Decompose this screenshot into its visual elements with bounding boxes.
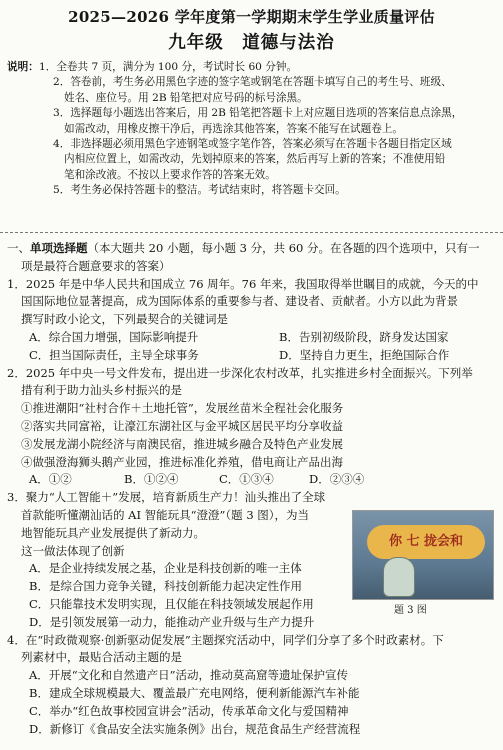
instruction-line: 笔和涂改液。不按以上要求作答的答案无效。 <box>64 168 276 181</box>
instruction-line: 内相应位置上，如需改动，先划掉原来的答案，然后再写上新的答案；不准使用铅 <box>64 153 446 166</box>
figure-sign: 你 七 拢会和 <box>367 525 485 559</box>
exam-title: 2025—2026 学年度第一学期期末学生学业质量评估 <box>68 8 435 26</box>
option-d: D．新修订《食品安全法实施条例》出台，规范食品生产经营流程 <box>29 721 361 736</box>
option-c: C．①③④ <box>219 472 274 487</box>
section-heading-cont: 项是最符合题意要求的答案） <box>21 258 171 273</box>
option-group <box>7 329 499 365</box>
option-a: A．综合国力增强，国际影响提升 <box>29 329 199 344</box>
option-b: B．①②④ <box>124 472 179 487</box>
option-c: C．担当国际责任，主导全球事务 <box>29 347 199 362</box>
figure-caption: 题 3 图 <box>394 605 427 616</box>
section-heading: 一、单项选择题（本大题共 20 小题，每小题 3 分，共 60 分。在各题的四个选项中，只有一 <box>7 241 480 255</box>
statement: ④做强澄海狮头鹅产业园，推进标准化养殖，借电商让产品出海 <box>21 454 343 469</box>
option-d: D．是引领发展第一动力，能推动产业升级与生产力提升 <box>29 614 315 629</box>
instruction-line: 2．答卷前，考生务必用黑色字迹的签字笔或钢笔在答题卡填写自己的考生号、班级、 <box>53 76 452 89</box>
option-a: A．是企业持续发展之基，企业是科技创新的唯一主体 <box>29 561 302 576</box>
question-text: 地智能玩具产业发展提供了新动力。 <box>21 525 205 540</box>
option-a: A．①② <box>29 472 72 487</box>
ai-toy-image <box>383 557 415 597</box>
option-c: C．举办“红色故事校园宣讲会”活动，传承革命文化与爱国精神 <box>29 703 349 718</box>
question-text: 3．聚力“人工智能＋”发展，培育新质生产力！汕头推出了全球 <box>7 490 326 505</box>
instruction-line: 姓名、座位号。用 2B 铅笔把对应号码的标号涂黑。 <box>64 91 308 104</box>
option-b: B．告别初级阶段，跻身发达国家 <box>279 329 449 344</box>
question-text: 列素材中，最贴合活动主题的是 <box>21 650 182 665</box>
question-3-figure <box>352 510 494 600</box>
instructions-label: 说明： <box>7 61 39 73</box>
exam-subtitle: 九年级 道德与法治 <box>168 33 335 53</box>
instruction-line: 3．选择题每小题选出答案后，用 2B 铅笔把答题卡上对应题目选项的答案信息点涂黑， <box>53 107 463 120</box>
option-c: C．只能靠技术发明实现，且仅能在科技领域发展起作用 <box>29 596 314 611</box>
option-group <box>7 471 499 489</box>
instruction-line: 如需改动，用橡皮擦干净后，再选涂其他答案，答案不能写在试题卷上。 <box>64 122 403 135</box>
option-b: B．建成全球规模最大、覆盖最广充电网络，便利新能源汽车补能 <box>29 685 360 700</box>
question-text: 1．2025 年是中华人民共和国成立 76 周年。76 年来，我国取得举世瞩目的成就，今天的中 <box>7 276 479 291</box>
question-text: 2．2025 年中央一号文件发布，提出进一步深化农村改革，扎实推进乡村全面振兴。下列举 <box>7 365 473 380</box>
question-text: 4．在“时政微观察·创新驱动促发展”主题探究活动中，同学们分享了多个时政素材。下 <box>7 632 444 647</box>
question-text: 措有利于助力汕头乡村振兴的是 <box>21 383 182 398</box>
option-d: D．坚持自力更生，拒绝国际合作 <box>279 347 450 362</box>
option-b: B．是综合国力竞争关键，科技创新能力起决定性作用 <box>29 579 302 594</box>
question-text: 这一做法体现了创新 <box>21 543 125 558</box>
instruction-line: 4．非选择题必须用黑色字迹钢笔或签字笔作答，答案必须写在答题卡各题目指定区域 <box>53 138 452 151</box>
statement: ③发展龙湖小院经济与南澳民宿，推进城乡融合及特色产业发展 <box>21 436 343 451</box>
statement: ②落实共同富裕，让濠江东湖社区与金平城区居民平均分享收益 <box>21 418 343 433</box>
option-a: A．开展“文化和自然遗产日”活动，推动莫高窟等遗址保护宣传 <box>29 668 349 683</box>
statement: ①推进潮阳“社村合作＋土地托管”，发展丝苗米全程社会化服务 <box>21 401 344 416</box>
instruction-line: 1．全卷共 7 页，满分为 100 分，考试时长 60 分钟。 <box>39 61 298 73</box>
question-area <box>7 240 499 738</box>
option-d: D．②③④ <box>309 472 365 487</box>
section-divider <box>0 232 503 233</box>
question-text: 撰写时政小论文，下列最契合的关键词是 <box>21 312 228 327</box>
question-text: 国国际地位显著提高，成为国际体系的重要参与者、建设者、贡献者。小方以此为背景 <box>21 294 458 309</box>
instructions-block <box>7 60 499 199</box>
instruction-line: 5．考生务必保持答题卡的整洁。考试结束时，将答题卡交回。 <box>53 184 346 197</box>
question-text: 首款能听懂潮汕话的 AI 智能玩具“澄澄”（题 3 图），为当 <box>21 507 310 522</box>
